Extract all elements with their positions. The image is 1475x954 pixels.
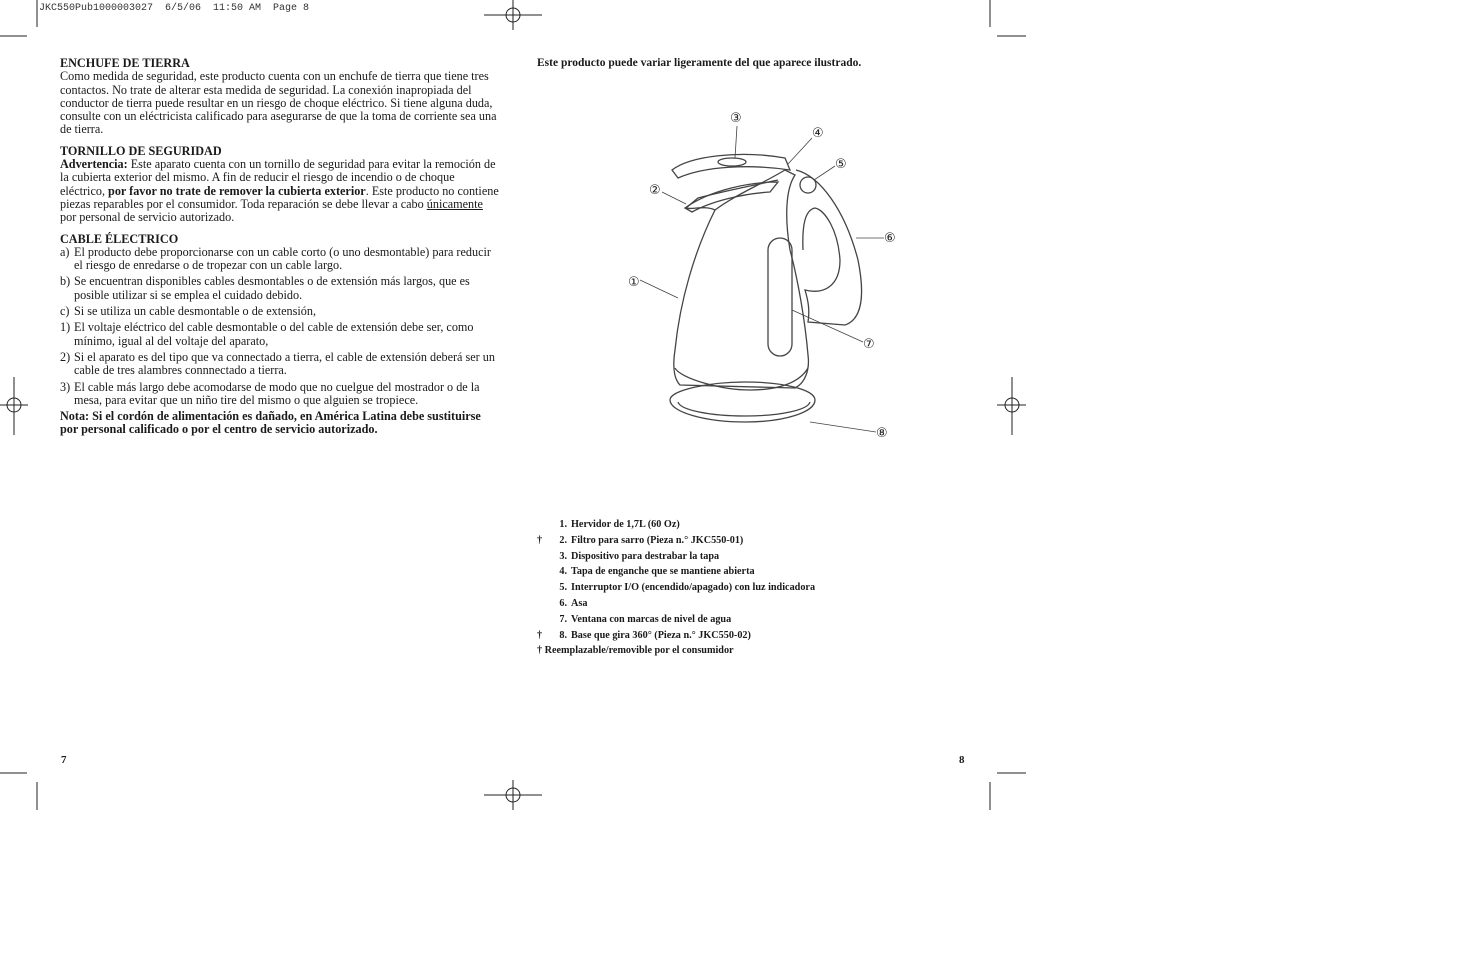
kettle-spout (686, 180, 778, 210)
callout-2: ② (649, 183, 661, 198)
part-number: 2. (559, 534, 567, 546)
text-run: . Este producto no contiene piezas reparables por el consumidor. Toda reparación se debe llevar a cabo (60, 183, 499, 211)
kettle-illustration (620, 100, 920, 440)
part-name: Base que gira 360° (Pieza n.° JKC550-02) (571, 629, 751, 641)
leader-3 (735, 126, 737, 158)
callout-7: ⑦ (863, 337, 875, 352)
section-title: CABLE ÉLECTRICO (60, 231, 179, 246)
text-run: por personal de servicio autorizado. (60, 210, 235, 225)
leader-4 (788, 138, 812, 164)
list-item (60, 246, 500, 273)
replaceable-mark (537, 517, 549, 533)
item-label: c) (60, 304, 70, 319)
print-slug: JKC550Pub1000003027 6/5/06 11:50 AM Page 8 (39, 3, 310, 14)
replaceable-mark (537, 596, 549, 612)
list-item (60, 305, 500, 318)
replaceable-mark (537, 549, 549, 565)
part-number: 6. (559, 597, 567, 609)
item-label: 3) (60, 379, 71, 394)
item-text: Si se utiliza un cable desmontable o de extensión, (74, 304, 316, 319)
part-number: 3. (559, 550, 567, 562)
part-name: Interruptor I/O (encendido/apagado) con luz indicadora (571, 582, 816, 594)
replaceable-mark (537, 564, 549, 580)
page-number-left: 7 (61, 754, 67, 766)
part-row (537, 596, 815, 612)
parts-list (537, 517, 815, 659)
item-text: Si el aparato es del tipo que va connectado a tierra, el cable de extensión deberá ser un cable de tres alambres connnectado a tierra. (74, 349, 495, 378)
part-number: 7. (559, 613, 567, 625)
part-name: Filtro para sarro (Pieza n.° JKC550-01) (571, 534, 744, 546)
part-name: Asa (571, 597, 588, 609)
item-label: a) (60, 244, 70, 259)
part-name: Dispositivo para destrabar la tapa (571, 550, 720, 562)
callout-1: ① (628, 275, 640, 290)
warning-label: Advertencia: (60, 157, 128, 172)
item-text: Se encuentran disponibles cables desmontables o de extensión más largos, que es posible utilizar si se emplea el cuidado debido. (74, 274, 470, 302)
leader-5 (814, 166, 835, 180)
latin-america-note: Nota: Si el cordón de alimentación es dañado, en América Latina debe sustituirse por personal calificado o por el centro de servicio autorizado. (60, 409, 481, 437)
list-item (60, 381, 500, 408)
grounded-plug-section (60, 57, 500, 137)
section-body (60, 158, 500, 224)
power-switch (800, 177, 816, 193)
part-number: 5. (559, 582, 567, 594)
safety-instructions (60, 57, 500, 445)
cord-list (60, 246, 500, 407)
replaceable-mark: † (537, 629, 543, 641)
part-row (537, 580, 815, 596)
item-label: b) (60, 274, 71, 289)
section-body: Como medida de seguridad, este producto cuenta con un enchufe de tierra que tiene tres contactos. No trate de alterar esta medida de seguridad. La conexión inapropiada del conductor de tierra puede resultar en un riesgo de choque eléctrico. Si tiene alguna duda, consulte con un eléctricista calificado para asegurarse de que la toma de corriente sea una de tierra. (60, 69, 497, 137)
part-number: 8. (559, 629, 567, 641)
replaceable-mark (537, 612, 549, 628)
part-row (537, 564, 815, 580)
electric-cord-section (60, 233, 500, 437)
item-text: El cable más largo debe acomodarse de modo que no cuelgue del mostrador o de la mesa, para evitar que un niño tire del mismo o que alguien se tropiece. (74, 379, 480, 407)
item-text: El voltaje eléctrico del cable desmontable o del cable de extensión debe ser, como mínimo, igual al del voltaje del aparato, (74, 320, 474, 348)
item-text: El producto debe proporcionarse con un cable corto (o uno desmontable) para reducir el riesgo de enredarse o de tropezar con un cable largo. (74, 244, 491, 273)
callout-8: ⑧ (876, 426, 888, 440)
callout-4: ④ (812, 126, 824, 141)
text-run: Este aparato cuenta con un tornillo de seguridad para evitar la remoción de la cubierta exterior del mismo. A fin de reducir el riesgo de incendio o de choque eléctrico, (60, 157, 496, 198)
list-item (60, 321, 500, 348)
item-label: 2) (60, 349, 71, 364)
part-row (537, 517, 815, 533)
part-number: 4. (559, 566, 567, 578)
part-name: Hervidor de 1,7L (60 Oz) (571, 519, 680, 530)
part-row (537, 549, 815, 565)
section-title: ENCHUFE DE TIERRA (60, 56, 190, 70)
part-row (537, 533, 815, 549)
leader-8 (810, 422, 876, 432)
leader-7 (792, 310, 863, 342)
leader-1 (640, 280, 678, 298)
callout-6: ⑥ (884, 231, 896, 246)
safety-screw-section (60, 145, 500, 225)
part-number: 1. (559, 519, 567, 530)
part-row (537, 612, 815, 628)
list-item (60, 275, 500, 302)
underlined-text: únicamente (426, 196, 483, 211)
leader-2 (662, 192, 686, 204)
list-item (60, 351, 500, 378)
part-name: Ventana con marcas de nivel de agua (571, 613, 732, 625)
water-window (768, 238, 792, 356)
replaceable-footnote: † Reemplazable/removible por el consumidor (537, 645, 734, 657)
item-label: 1) (60, 320, 71, 335)
replaceable-mark (537, 580, 549, 596)
part-row (537, 628, 815, 644)
replaceable-mark: † (537, 534, 543, 546)
part-name: Tapa de enganche que se mantiene abierta (571, 566, 755, 578)
bold-text: por favor no trate de remover la cubierta exterior (108, 183, 366, 198)
callout-5: ⑤ (835, 157, 847, 172)
section-title: TORNILLO DE SEGURIDAD (60, 143, 222, 158)
page-number-right: 8 (959, 754, 965, 766)
callout-3: ③ (730, 111, 742, 126)
illustration-disclaimer: Este producto puede variar ligeramente del que aparece ilustrado. (537, 57, 862, 69)
